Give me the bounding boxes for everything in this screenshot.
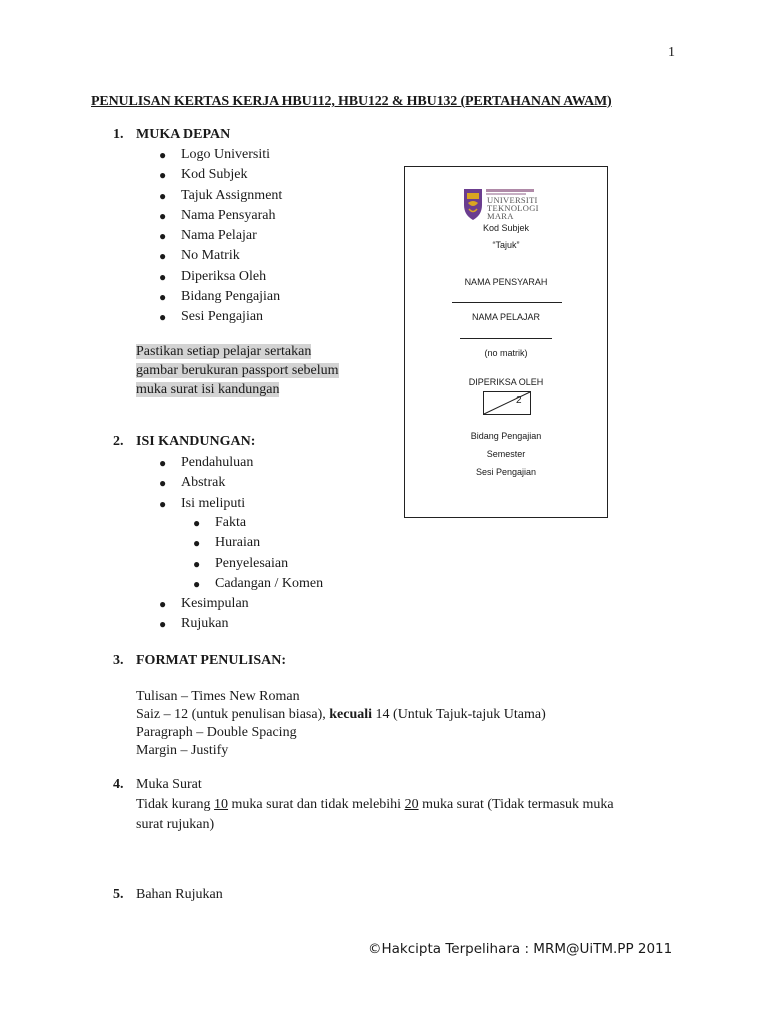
list-item: ● Sesi Pengajian xyxy=(181,307,282,327)
bullet-icon: ● xyxy=(159,269,167,284)
list-item: ● Cadangan / Komen xyxy=(215,574,323,594)
passport-photo-note: Pastikan setiap pelajar sertakan gambar berukuran passport sebelum muka surat isi kandungan xyxy=(136,344,339,397)
section-number: 2. xyxy=(113,434,124,449)
bullet-icon: ● xyxy=(159,617,167,632)
document-title: PENULISAN KERTAS KERJA HBU112, HBU122 & HBU132 (PERTAHANAN AWAM) xyxy=(91,94,612,109)
cover-nama-pelajar: NAMA PELAJAR xyxy=(471,312,541,322)
format-size-line: Saiz – 12 (untuk penulisan biasa), kecuali 14 (Untuk Tajuk-tajuk Utama) xyxy=(136,707,546,722)
marking-box-value: 2 xyxy=(516,395,522,406)
signature-line xyxy=(460,338,552,339)
bullet-icon: ● xyxy=(159,310,167,325)
signature-line xyxy=(452,302,562,303)
bullet-icon: ● xyxy=(159,476,167,491)
cover-sesi-pengajian: Sesi Pengajian xyxy=(475,467,537,477)
bullet-icon: ● xyxy=(159,597,167,611)
page-number: 1 xyxy=(668,45,675,60)
list-item: ● Logo Universiti xyxy=(181,145,282,165)
cover-semester: Semester xyxy=(486,449,526,459)
section-title: Muka Surat xyxy=(136,777,202,792)
logo-text-line: UNIVERSITI xyxy=(487,195,538,205)
list-item: ● Abstrak xyxy=(181,473,253,493)
list-item: ● Tajuk Assignment xyxy=(181,186,282,206)
cover-diperiksa-oleh: DIPERIKSA OLEH xyxy=(468,377,544,387)
cover-bidang-pengajian: Bidang Pengajian xyxy=(470,431,542,441)
section-number: 3. xyxy=(113,653,124,668)
list-item: ● Isi meliputi xyxy=(181,494,253,514)
list-item: ● Huraian xyxy=(215,533,323,553)
isi-kandungan-list-end xyxy=(159,594,249,635)
university-logo xyxy=(462,187,558,221)
list-item: ● Kod Subjek xyxy=(181,165,282,185)
bullet-icon: ● xyxy=(159,456,167,470)
list-item: ● Pendahuluan xyxy=(181,453,253,473)
copyright-footer: ©Hakcipta Terpelihara : MRM@UiTM.PP 2011 xyxy=(368,941,673,957)
isi-kandungan-list xyxy=(159,453,254,514)
bullet-icon: ● xyxy=(159,249,167,264)
cover-page-example xyxy=(404,166,608,518)
bullet-icon: ● xyxy=(159,229,167,244)
muka-depan-list xyxy=(159,145,283,328)
bullet-icon: ● xyxy=(193,536,201,551)
bullet-icon: ● xyxy=(193,556,201,571)
section-number: 5. xyxy=(113,887,124,902)
list-item: ● Nama Pensyarah xyxy=(181,206,282,226)
section-title: ISI KANDUNGAN: xyxy=(136,434,256,449)
bullet-icon: ● xyxy=(193,516,201,530)
bullet-icon: ● xyxy=(159,496,167,511)
list-item: ● Diperiksa Oleh xyxy=(181,267,282,287)
logo-text-line: TEKNOLOGI xyxy=(487,203,539,213)
cover-kod-subjek: Kod Subjek xyxy=(482,223,530,233)
list-item: ● Fakta xyxy=(215,513,323,533)
bullet-icon: ● xyxy=(159,148,167,162)
list-item: ● Bidang Pengajian xyxy=(181,287,282,307)
marking-box xyxy=(483,391,531,415)
page-count-line-2: surat rujukan) xyxy=(136,817,215,832)
list-item: ● Nama Pelajar xyxy=(181,226,282,246)
page-count-line: Tidak kurang 10 muka surat dan tidak melebihi 20 muka surat (Tidak termasuk muka xyxy=(136,797,614,812)
bullet-icon: ● xyxy=(159,168,167,183)
list-item: ● Kesimpulan xyxy=(181,594,249,614)
logo-text-line: MARA xyxy=(487,211,514,221)
format-font-line: Tulisan – Times New Roman xyxy=(136,689,300,704)
section-title: MUKA DEPAN xyxy=(136,127,231,142)
list-item: ● Rujukan xyxy=(181,614,249,634)
cover-tajuk: “Tajuk” xyxy=(492,240,520,250)
bullet-icon: ● xyxy=(159,208,167,223)
format-paragraph-line: Paragraph – Double Spacing xyxy=(136,725,297,740)
diagonal-line-icon xyxy=(483,391,531,415)
bullet-icon: ● xyxy=(193,576,201,591)
list-item: ● Penyelesaian xyxy=(215,554,323,574)
section-title: FORMAT PENULISAN: xyxy=(136,653,286,668)
section-number: 4. xyxy=(113,777,124,792)
section-title: Bahan Rujukan xyxy=(136,887,223,902)
isi-meliputi-sublist xyxy=(193,513,324,594)
bullet-icon: ● xyxy=(159,188,167,203)
cover-nama-pensyarah: NAMA PENSYARAH xyxy=(464,277,548,287)
cover-no-matrik: (no matrik) xyxy=(484,348,528,358)
format-margin-line: Margin – Justify xyxy=(136,743,229,758)
bullet-icon: ● xyxy=(159,290,167,305)
list-item: ● No Matrik xyxy=(181,246,282,266)
section-number: 1. xyxy=(113,127,124,142)
